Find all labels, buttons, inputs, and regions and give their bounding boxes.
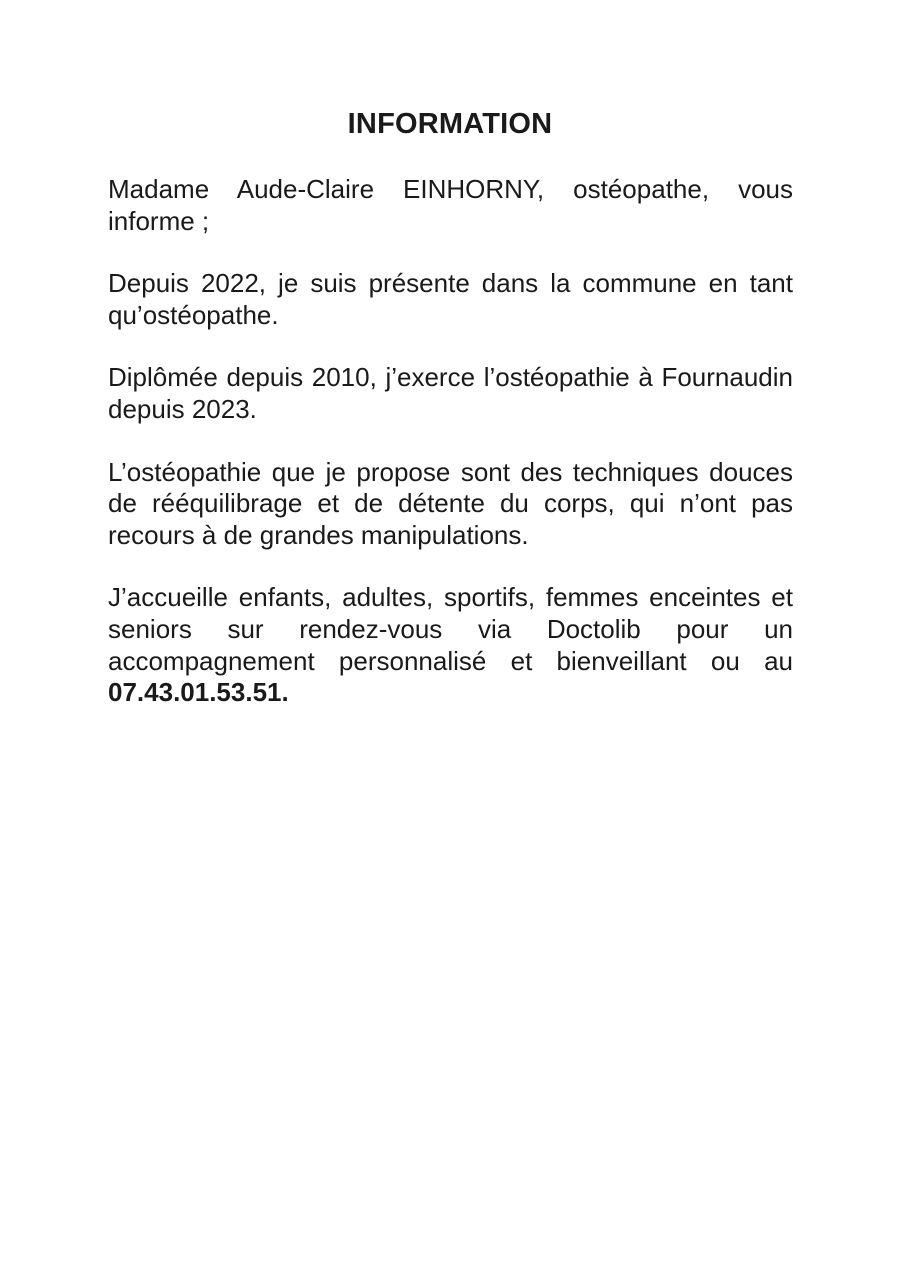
paragraph-intro: Madame Aude-Claire EINHORNY, ostéopathe, vous informe ;	[108, 174, 793, 236]
phone-number: 07.43.01.53.51.	[108, 677, 289, 708]
paragraph-diploma: Diplômée depuis 2010, j’exerce l’ostéopathie à Fournaudin depuis 2023.	[108, 362, 793, 424]
paragraph-contact	[108, 582, 793, 708]
paragraph-techniques: L’ostéopathie que je propose sont des techniques douces de rééquilibrage et de détente du corps, qui n’ont pas recours à de grandes manipulations.	[108, 456, 793, 550]
contact-text: J’accueille enfants, adultes, sportifs, femmes enceintes et seniors sur rendez-vous via Doctolib pour un accompagnement personnalisé et bienveillant ou au	[108, 582, 793, 676]
page-title: INFORMATION	[347, 108, 553, 140]
paragraph-presence: Depuis 2022, je suis présente dans la commune en tant qu’ostéopathe.	[108, 268, 793, 330]
document-body	[108, 174, 793, 740]
